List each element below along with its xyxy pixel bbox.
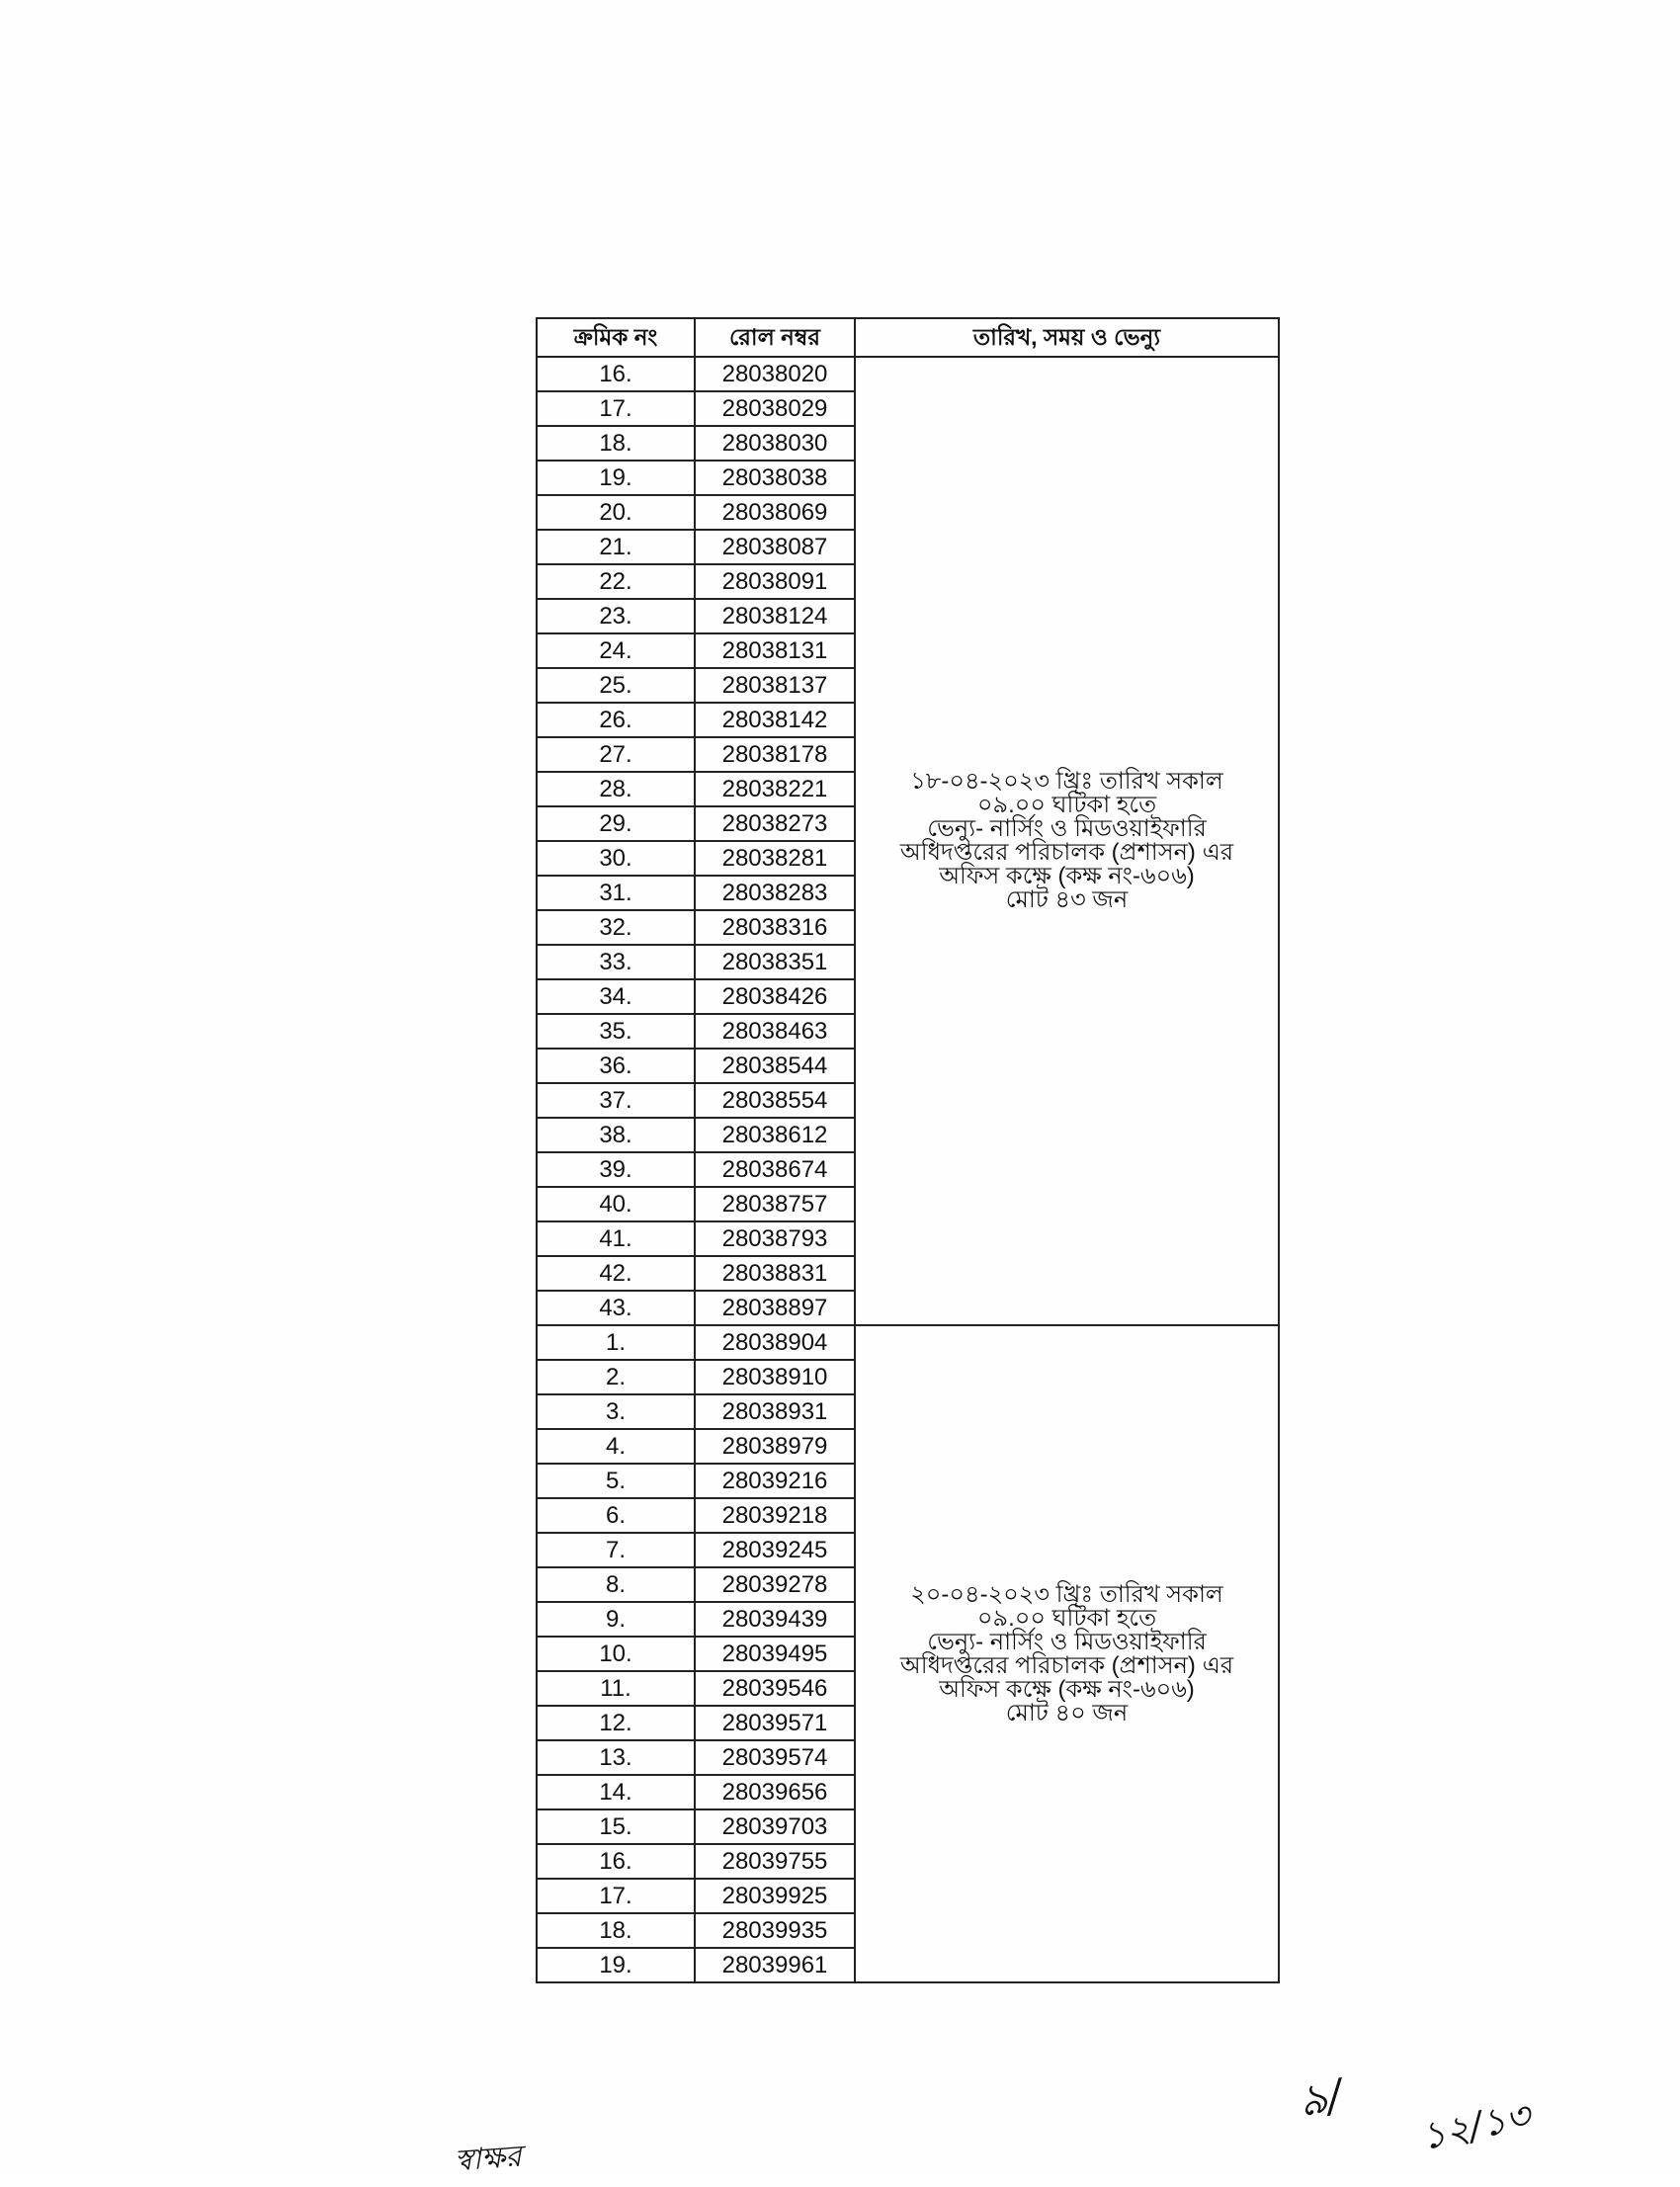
serial-cell: 29. (537, 806, 695, 841)
schedule-venue-cell (855, 1325, 1279, 1982)
roll-number-cell: 28038554 (695, 1083, 855, 1118)
roll-number-cell: 28038124 (695, 599, 855, 633)
left-signature: স্বাক্ষর (453, 2139, 523, 2179)
serial-cell: 13. (537, 1740, 695, 1775)
schedule-line: অফিস কক্ষে (কক্ষ নং-৬০৬) (939, 1675, 1195, 1703)
roll-number-cell: 28038897 (695, 1291, 855, 1325)
roll-number-cell: 28039574 (695, 1740, 855, 1775)
serial-cell: 16. (537, 357, 695, 391)
roll-number-cell: 28038910 (695, 1360, 855, 1394)
roll-number-cell: 28038030 (695, 426, 855, 461)
schedule-line: ভেন্যু- নার্সিং ও মিডওয়াইফারি (927, 1628, 1207, 1655)
roll-number-cell: 28039439 (695, 1602, 855, 1637)
roll-number-cell: 28038283 (695, 876, 855, 910)
serial-cell: 26. (537, 703, 695, 737)
serial-cell: 39. (537, 1152, 695, 1187)
serial-cell: 16. (537, 1844, 695, 1879)
serial-cell: 19. (537, 1948, 695, 1982)
serial-cell: 11. (537, 1671, 695, 1706)
roll-number-cell: 28039925 (695, 1879, 855, 1913)
serial-cell: 35. (537, 1014, 695, 1049)
schedule-line: ১৮-০৪-২০২৩ খ্রিঃ তারিখ সকাল (910, 768, 1223, 795)
right-handwritten-date: ১২/১৩ (1417, 2092, 1535, 2159)
serial-cell: 34. (537, 979, 695, 1014)
header-serial: ক্রমিক নং (537, 318, 695, 357)
serial-cell: 27. (537, 737, 695, 772)
schedule-line: ভেন্যু- নার্সিং ও মিডওয়াইফারি (927, 815, 1207, 842)
serial-cell: 9. (537, 1602, 695, 1637)
header-schedule: তারিখ, সময় ও ভেন্যু (855, 318, 1279, 357)
roll-number-cell: 28038091 (695, 564, 855, 599)
serial-cell: 40. (537, 1187, 695, 1221)
roll-number-cell: 28039656 (695, 1775, 855, 1809)
schedule-line: অধিদপ্তরের পরিচালক (প্রশাসন) এর (899, 839, 1234, 866)
serial-cell: 38. (537, 1118, 695, 1152)
schedule-line: ০৯.০০ ঘটিকা হতে (976, 792, 1157, 818)
serial-cell: 24. (537, 633, 695, 668)
roll-number-cell: 28039571 (695, 1706, 855, 1740)
serial-cell: 8. (537, 1567, 695, 1602)
serial-cell: 28. (537, 772, 695, 806)
schedule-line: অফিস কক্ষে (কক্ষ নং-৬০৬) (939, 863, 1195, 889)
roll-number-cell: 28039703 (695, 1809, 855, 1844)
serial-cell: 33. (537, 945, 695, 979)
roll-number-cell: 28038273 (695, 806, 855, 841)
serial-cell: 2. (537, 1360, 695, 1394)
schedule-line: ২০-০৪-২০২৩ খ্রিঃ তারিখ সকাল (910, 1580, 1223, 1608)
table-row (537, 357, 1279, 391)
serial-cell: 31. (537, 876, 695, 910)
roll-number-cell: 28039546 (695, 1671, 855, 1706)
serial-cell: 6. (537, 1498, 695, 1533)
roll-number-cell: 28038131 (695, 633, 855, 668)
roll-number-cell: 28038029 (695, 391, 855, 426)
roll-number-cell: 28038351 (695, 945, 855, 979)
table-body (537, 357, 1279, 1982)
serial-cell: 15. (537, 1809, 695, 1844)
roll-number-cell: 28039245 (695, 1533, 855, 1567)
roll-number-cell: 28038178 (695, 737, 855, 772)
schedule-line: ০৯.০০ ঘটিকা হতে (976, 1604, 1157, 1632)
roll-schedule-table (536, 317, 1280, 1983)
roll-number-cell: 28039935 (695, 1913, 855, 1948)
table-row (537, 1325, 1279, 1360)
serial-cell: 4. (537, 1429, 695, 1464)
roll-number-cell: 28039278 (695, 1567, 855, 1602)
roll-number-cell: 28038793 (695, 1221, 855, 1256)
roll-number-cell: 28038316 (695, 910, 855, 945)
roll-number-cell: 28038674 (695, 1152, 855, 1187)
roll-number-cell: 28038087 (695, 530, 855, 564)
schedule-venue-cell (855, 357, 1279, 1325)
schedule-line: মোট ৪৩ জন (1005, 886, 1129, 913)
serial-cell: 36. (537, 1049, 695, 1083)
serial-cell: 43. (537, 1291, 695, 1325)
roll-number-cell: 28038038 (695, 461, 855, 495)
header-row (537, 318, 1279, 357)
roll-number-cell: 28038612 (695, 1118, 855, 1152)
roll-number-cell: 28039961 (695, 1948, 855, 1982)
serial-cell: 25. (537, 668, 695, 703)
serial-cell: 32. (537, 910, 695, 945)
table-header (537, 318, 1279, 357)
serial-cell: 22. (537, 564, 695, 599)
serial-cell: 18. (537, 426, 695, 461)
serial-cell: 1. (537, 1325, 695, 1360)
serial-cell: 12. (537, 1706, 695, 1740)
roll-number-cell: 28038979 (695, 1429, 855, 1464)
roll-number-cell: 28038931 (695, 1394, 855, 1429)
right-initial-mark: ৯/ (1295, 2069, 1346, 2128)
serial-cell: 18. (537, 1913, 695, 1948)
serial-cell: 20. (537, 495, 695, 530)
roll-number-cell: 28038020 (695, 357, 855, 391)
roll-number-cell: 28038426 (695, 979, 855, 1014)
roll-number-cell: 28038221 (695, 772, 855, 806)
roll-number-cell: 28038904 (695, 1325, 855, 1360)
serial-cell: 42. (537, 1256, 695, 1291)
header-roll: রোল নম্বর (695, 318, 855, 357)
serial-cell: 5. (537, 1464, 695, 1498)
roll-number-cell: 28038463 (695, 1014, 855, 1049)
roll-number-cell: 28038757 (695, 1187, 855, 1221)
serial-cell: 19. (537, 461, 695, 495)
roll-number-cell: 28039216 (695, 1464, 855, 1498)
roll-number-cell: 28038831 (695, 1256, 855, 1291)
serial-cell: 14. (537, 1775, 695, 1809)
serial-cell: 17. (537, 391, 695, 426)
schedule-line: মোট ৪০ জন (1005, 1699, 1129, 1726)
roll-number-cell: 28038281 (695, 841, 855, 876)
serial-cell: 30. (537, 841, 695, 876)
serial-cell: 7. (537, 1533, 695, 1567)
serial-cell: 41. (537, 1221, 695, 1256)
serial-cell: 23. (537, 599, 695, 633)
roll-number-cell: 28038137 (695, 668, 855, 703)
serial-cell: 37. (537, 1083, 695, 1118)
serial-cell: 17. (537, 1879, 695, 1913)
roll-number-cell: 28039495 (695, 1637, 855, 1671)
serial-cell: 3. (537, 1394, 695, 1429)
roll-number-cell: 28039755 (695, 1844, 855, 1879)
serial-cell: 10. (537, 1637, 695, 1671)
roll-number-cell: 28038544 (695, 1049, 855, 1083)
roll-number-cell: 28039218 (695, 1498, 855, 1533)
roll-number-cell: 28038069 (695, 495, 855, 530)
roll-number-cell: 28038142 (695, 703, 855, 737)
schedule-line: অধিদপ্তরের পরিচালক (প্রশাসন) এর (899, 1651, 1234, 1679)
serial-cell: 21. (537, 530, 695, 564)
